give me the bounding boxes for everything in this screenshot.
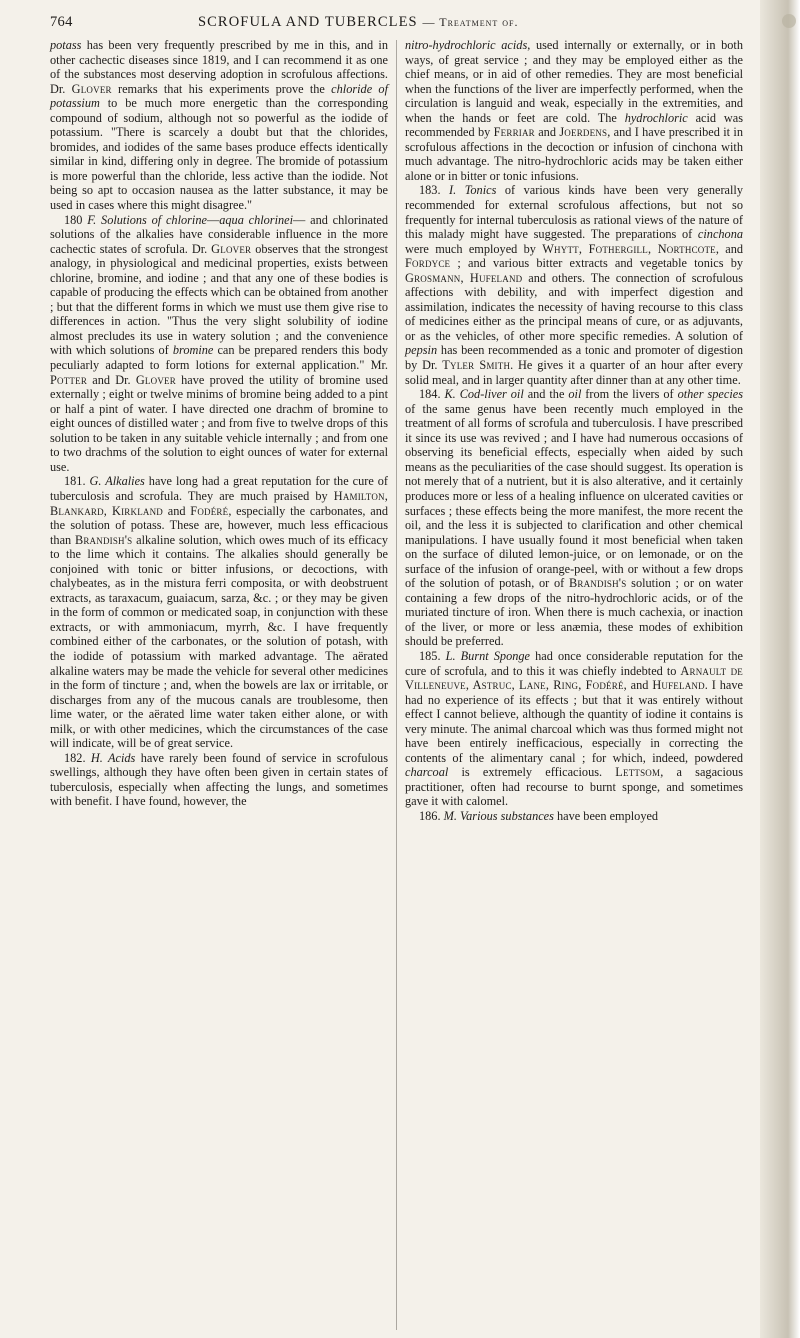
running-title — [198, 14, 518, 31]
right-column — [405, 38, 743, 824]
page-number: 764 — [50, 14, 73, 30]
paragraph-185-burnt-sponge: 185. L. Burnt Sponge had once considerable reputation for the cure of scrofula, and to this it was chiefly indebted to Arnault de Villeneuve, Astruc, Lane, Ring, Fodéré, and Hufeland. I have had no experience of its effects ; but that it was entirely without effect I cannot believe, although the quantity of iodine it contains is very minute. The animal charcoal which was thus formed might not have been entirely inefficacious, especially in correcting the contents of the alimentary canal ; for which, indeed, powdered charcoal is extremely efficacious. Lettsom, a sagacious practitioner, often had recourse to burnt sponge, and sometimes gave it with calomel. — [405, 648, 743, 809]
paragraph-186-various-substances: 186. M. Various substances have been employed — [419, 808, 659, 823]
paragraph-potass-continued: potass has been very frequently prescribed by me in this, and in other cachectic diseases since 1819, and I can recommend it as one of the substances most deserving adoption in scrofulous affections. Dr. Glover remarks that his experiments prove the chloride of potassium to be much more energetic than the corresponding compound of sodium, although not so powerful as the iodide of potassium. "There is scarcely a doubt but that the chlorides, bromides, and iodides of the same bases produce effects identically similar in kind, differing only in degree. The bromide of potassium is more powerful than the chloride, less active than the iodide. Not being so apt to occasion nausea as the latter substance, it may be used in cases where this might disagree." — [50, 38, 388, 213]
title-main: SCROFULA AND TUBERCLES — [198, 14, 418, 30]
title-sub: — Treatment of. — [422, 15, 519, 29]
running-header — [48, 14, 756, 34]
paragraph-183-tonics: 183. I. Tonics of various kinds have been very generally recommended for external scrofulous affections, but not so frequently for internal tuberculosis as rational views of the nature of this malady might have suggested. The preparations of cinchona were much employed by Whytt, Fothergill, Northcote, and Fordyce ; and various bitter extracts and vegetable tonics by Grosmann, Hufeland and others. The connection of scrofulous affections with debility, and with imperfect digestion and assimilation, indicates the necessity of having recourse to this class of medicines either as the principal means of cure, or as adjuvants, or as the vehicles, of other more specific remedies. A solution of pepsin has been recommended as a tonic and promoter of digestion by Dr. Tyler Smith. He gives it a quarter of an hour after every solid meal, and in larger quantity after dinner than at any other time. — [405, 183, 744, 387]
paragraph-180-chlorine: 180 F. Solutions of chlorine—aqua chlorinei— and chlorinated solutions of the alkalies have considerable influence in the more cachectic states of scrofula. Dr. Glover observes that the strongest analogy, in physiological and medicinal properties, exists between chlorine, bromine, and iodine ; and that any one of these bodies is capable of producing the effects which can be obtained from another ; but that the different forms in which we must use them give rise to differences in action. "Thus the very slight solubility of iodine almost precludes its use in watery solution ; and the convenience with which solutions of bromine can be prepared renders this body peculiarly adapted to form lotions for external application." Mr. Potter and Dr. Glover have proved the utility of bromine used externally ; eight or twelve minims of bromine being added to a pint or half a pint of water. I have directed one drachm of bromine to eight ounces of distilled water ; and from five to twelve drops of this solution to be taken in any suitable vehicle internally ; and from one to two drachms of the solution to eight ounces of water for external use. — [50, 212, 388, 474]
left-column — [50, 38, 388, 809]
paragraph-184-cod-liver-oil: 184. K. Cod-liver oil and the oil from the livers of other species of the same genus have been recently much employed in the treatment of all forms of scrofula and tuberculosis. I have prescribed it since its use was revived ; and I have had numerous occasions of observing its beneficial effects, especially when aided by such means as the peculiarities of the case should suggest. Its operation is not merely that of a nutrient, but it is also alterative, and it certainly produces more or less of a healing influence on ulcerated cavities or surfaces ; these effects being the more manifest, the more recent the oil, and the less it is subjected to clarification and other chemical manipulations. I have usually found it most beneficial when taken on the surface of diluted lemon-juice, or on lemonade, or on the surface of the infusion of orange-peel, with or without a few drops of the solution of potash, or of Brandish's solution ; or on water containing a few drops of the nitro-hydrochloric acids, or of the muriated tincture of iron. When there is much cachexia, or inaction of the liver, or more or less anæmia, these modes of exhibition should be preferred. — [405, 387, 744, 649]
column-divider — [396, 40, 397, 1330]
paragraph-182-acids: 182. H. Acids have rarely been found of service in scrofulous swellings, although they have often been given in certain states of tuberculosis, especially when affecting the lungs, and sometimes with benefit. I have found, however, the — [50, 750, 388, 809]
page-edge-mark — [782, 14, 796, 28]
page-edge-shadow — [760, 0, 800, 1338]
paragraph-181-alkalies: 181. G. Alkalies have long had a great reputation for the cure of tuberculosis and scrofula. They are much praised by Hamilton, Blankard, Kirkland and Fodéré, especially the carbonates, and the solution of potass. These are, however, much less efficacious than Brandish's alkaline solution, which owes much of its efficacy to the lime which it contains. The alkalies should generally be conjoined with tonic or bitter infusions, or decoctions, with chalybeates, as in the mistura ferri composita, or with deobstruent extracts, as taraxacum, guaiacum, sarza, &c. ; or they may be given in the form of common or medicated soap, in conjunction with these extracts, or with ammoniacum, myrrh, &c. I have frequently combined either of the carbonates, or the solution of potash, with the iodide of potassium with marked advantage. The aërated alkaline waters may be made the vehicle for several other medicines in the form of tincture ; and, when the bowels are lax or irritable, or discharges from any of the mucous canals are troublesome, then lime water, or the aërated lime water taken either alone, or with milk, or with other medicines, which the circumstances of the case will indicate, will be of great service. — [50, 474, 389, 751]
paragraph-nitro-hydrochloric: nitro-hydrochloric acids, used internally or externally, or in both ways, of great service ; and they may be employed either as the chief means, or in aid of other remedies. They are most beneficial when the functions of the liver are imperfectly performed, when the circulation is languid and weak, especially in the extremities, and when the hands or feet are cold. The hydrochloric acid was recommended by Ferriar and Joerdens, and I have prescribed it in scrofulous affections in the decoction or infusion of cinchona with much advantage. The nitro-hydrochloric acids may be taken either alone or in bitter or tonic infusions. — [405, 38, 744, 183]
